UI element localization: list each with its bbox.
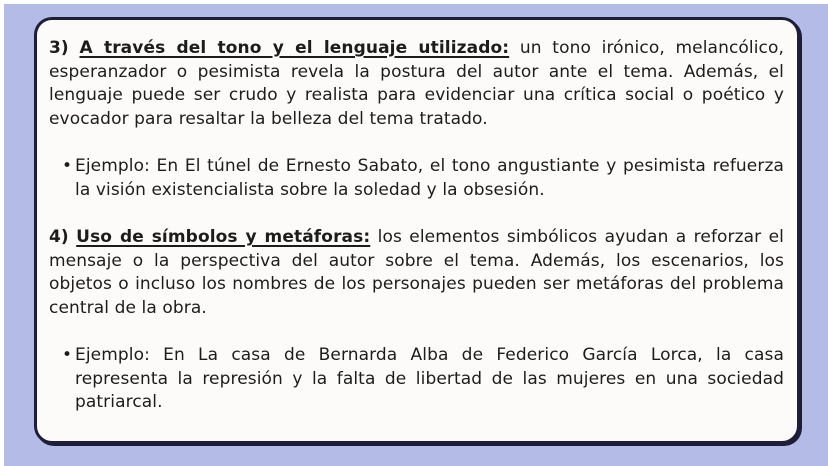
- bullet-icon: •: [62, 156, 73, 176]
- section-4-heading: Uso de símbolos y metáforas:: [76, 227, 371, 247]
- section-3-example-text: Ejemplo: En El túnel de Ernesto Sabato, el tono angustiante y pesimista refuerza la visión existencialista sobre la soledad y la obsesión.: [75, 156, 784, 200]
- slide-background: [4, 4, 828, 466]
- section-4-example-item: [62, 344, 784, 415]
- content-card: [34, 17, 800, 444]
- section-4-example-text: Ejemplo: En La casa de Bernarda Alba de Federico García Lorca, la casa representa la represión y la falta de libertad de las mujeres en una sociedad patriarcal.: [75, 345, 784, 412]
- section-3-example-item: [62, 155, 784, 202]
- section-4-paragraph: [49, 226, 784, 320]
- section-4-body: los elementos simbólicos ayudan a reforzar el mensaje o la perspectiva del autor sobre el tema. Además, los escenarios, los objetos o incluso los nombres de los personajes pueden ser metáforas del problema central de la obra.: [49, 227, 784, 318]
- bullet-icon: •: [62, 345, 73, 365]
- section-3-number: 3): [49, 38, 69, 58]
- section-3-paragraph: [49, 37, 784, 131]
- section-3-heading: A través del tono y el lenguaje utilizado:: [79, 38, 510, 58]
- section-4-number: 4): [49, 227, 69, 247]
- section-3-body: un tono irónico, melancólico, esperanzador o pesimista revela la postura del autor ante el tema. Además, el lenguaje puede ser crudo y realista para evidenciar una crítica social o poético y evocador para resaltar la belleza del tema tratado.: [49, 38, 784, 129]
